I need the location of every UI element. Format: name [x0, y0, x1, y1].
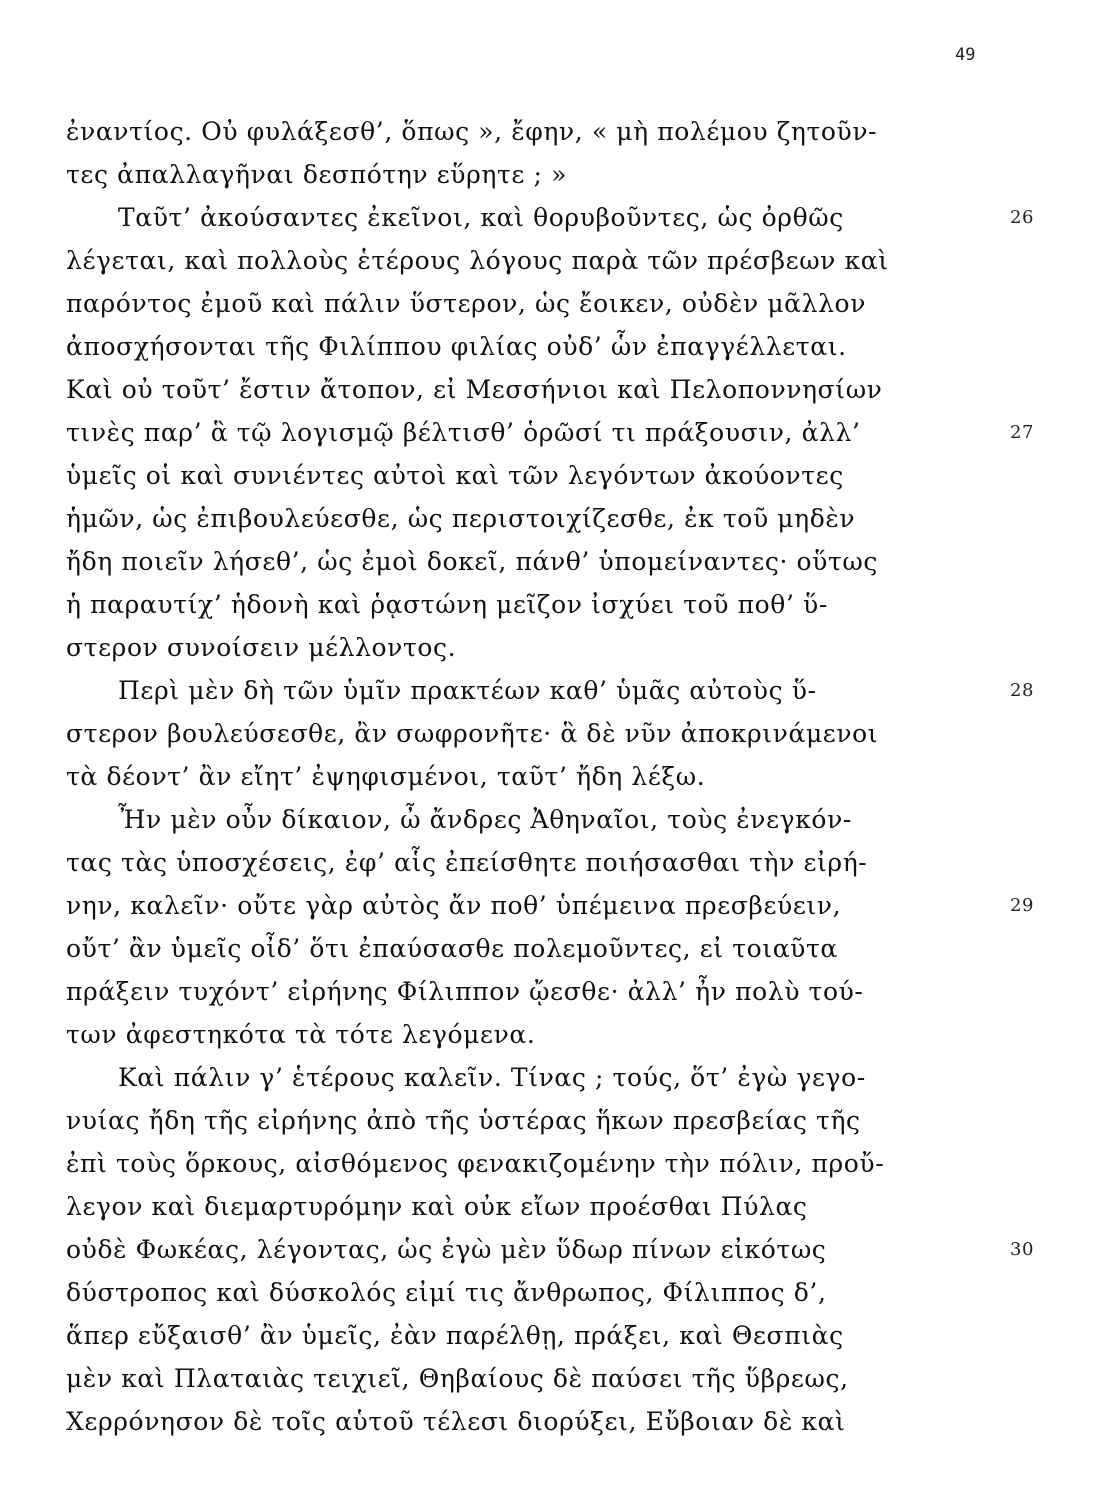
line-text: τες ἀπαλλαγῆναι δεσπότην εὕρητε ; »	[66, 160, 567, 189]
line-text: ἐπὶ τοὺς ὅρκους, αἰσθόμενος φενακιζομένην τὴν πόλιν, προὔ-	[66, 1149, 885, 1178]
text-line	[66, 411, 1035, 454]
line-text: ἅπερ εὔξαισθ’ ἂν ὑμεῖς, ἐὰν παρέλθῃ, πράξει, καὶ Θεσπιὰς	[66, 1321, 844, 1350]
text-line	[66, 282, 1006, 325]
line-text: λεγον καὶ διεμαρτυρόμην καὶ οὐκ εἴων προέσθαι Πύλας	[66, 1192, 808, 1221]
section-number: 30	[1010, 1239, 1035, 1260]
line-text: ἡμῶν, ὡς ἐπιβουλεύεσθε, ὡς περιστοιχίζεσθε, ἐκ τοῦ μηδὲν	[66, 504, 856, 533]
line-text: τας τὰς ὑποσχέσεις, ἐφ’ αἷς ἐπείσθητε ποιήσασθαι τὴν εἰρή-	[66, 848, 868, 877]
text-line	[66, 110, 1006, 153]
text-line	[66, 540, 1006, 583]
line-text: οὔτ’ ἂν ὑμεῖς οἶδ’ ὅτι ἐπαύσασθε πολεμοῦντες, εἰ τοιαῦτα	[66, 934, 838, 963]
section-number: 28	[1010, 680, 1035, 701]
text-line	[66, 196, 1035, 239]
text-line	[66, 153, 1006, 196]
line-text: οὐδὲ Φωκέας, λέγοντας, ὡς ἐγὼ μὲν ὕδωρ πίνων εἰκότως	[66, 1235, 827, 1264]
line-text: στερον συνοίσειν μέλλοντος.	[66, 633, 457, 662]
line-text: Καὶ πάλιν γ’ ἑτέρους καλεῖν. Τίνας ; τούς, ὅτ’ ἐγὼ γεγο-	[118, 1063, 866, 1092]
line-text: Ταῦτ’ ἀκούσαντες ἐκεῖνοι, καὶ θορυβοῦντες, ὡς ὀρθῶς	[118, 203, 844, 232]
line-text: Χερρόνησον δὲ τοῖς αὑτοῦ τέλεσι διορύξει, Εὔβοιαν δὲ καὶ	[66, 1407, 846, 1436]
text-line	[66, 841, 1006, 884]
line-text: ὑμεῖς οἱ καὶ συνιέντες αὐτοὶ καὶ τῶν λεγόντων ἀκούοντες	[66, 461, 844, 490]
line-text: Καὶ οὐ τοῦτ’ ἔστιν ἄτοπον, εἰ Μεσσήνιοι καὶ Πελοποννησίων	[66, 375, 883, 404]
text-line	[66, 1357, 1006, 1400]
line-text: νην, καλεῖν· οὔτε γὰρ αὐτὸς ἄν ποθ’ ὑπέμεινα πρεσβεύειν,	[66, 891, 842, 920]
text-line	[66, 1314, 1006, 1357]
text-line	[66, 1099, 1006, 1142]
text-line	[66, 1185, 1006, 1228]
text-line	[66, 798, 1006, 841]
text-line	[66, 1228, 1035, 1271]
line-text: τινὲς παρ’ ἃ τῷ λογισμῷ βέλτισθ’ ὁρῶσί τι πράξουσιν, ἀλλ’	[66, 418, 861, 447]
line-text: νυίας ἤδη τῆς εἰρήνης ἀπὸ τῆς ὑστέρας ἥκων πρεσβείας τῆς	[66, 1106, 861, 1135]
text-line	[66, 712, 1006, 755]
line-text: παρόντος ἐμοῦ καὶ πάλιν ὕστερον, ὡς ἔοικεν, οὐδὲν μᾶλλον	[66, 289, 866, 318]
text-line	[66, 927, 1006, 970]
line-text: ἤδη ποιεῖν λήσεθ’, ὡς ἐμοὶ δοκεῖ, πάνθ’ ὑπομείναντες· οὕτως	[66, 547, 878, 576]
section-number: 26	[1010, 207, 1035, 228]
body-text	[66, 110, 1035, 1443]
text-line	[66, 1013, 1006, 1056]
text-line	[66, 454, 1006, 497]
text-line	[66, 669, 1035, 712]
text-line	[66, 583, 1006, 626]
page-number: 49	[955, 45, 976, 65]
text-line	[66, 1056, 1006, 1099]
text-line	[66, 1271, 1006, 1314]
text-line	[66, 755, 1006, 798]
line-text: λέγεται, καὶ πολλοὺς ἑτέρους λόγους παρὰ τῶν πρέσβεων καὶ	[66, 246, 889, 275]
text-line	[66, 497, 1006, 540]
text-line	[66, 1400, 1006, 1443]
line-text: ἡ παραυτίχ’ ἡδονὴ καὶ ῥᾳστώνη μεῖζον ἰσχύει τοῦ ποθ’ ὕ-	[66, 590, 828, 619]
line-text: ἐναντίος. Οὐ φυλάξεσθ’, ὅπως », ἔφην, « μὴ πολέμου ζητοῦν-	[66, 117, 878, 146]
line-text: Περὶ μὲν δὴ τῶν ὑμῖν πρακτέων καθ’ ὑμᾶς αὐτοὺς ὕ-	[118, 676, 817, 705]
section-number: 27	[1010, 422, 1035, 443]
text-line	[66, 626, 1006, 669]
text-line	[66, 239, 1006, 282]
text-line	[66, 970, 1006, 1013]
line-text: πράξειν τυχόντ’ εἰρήνης Φίλιππον ᾤεσθε· ἀλλ’ ἦν πολὺ τού-	[66, 977, 864, 1006]
text-line	[66, 884, 1035, 927]
text-line	[66, 1142, 1006, 1185]
line-text: στερον βουλεύσεσθε, ἂν σωφρονῆτε· ἃ δὲ νῦν ἀποκρινάμενοι	[66, 719, 879, 748]
line-text: των ἀφεστηκότα τὰ τότε λεγόμενα.	[66, 1020, 536, 1049]
line-text: ἀποσχήσονται τῆς Φιλίππου φιλίας οὐδ’ ὧν ἐπαγγέλλεται.	[66, 332, 847, 361]
section-number: 29	[1010, 895, 1035, 916]
text-line	[66, 368, 1006, 411]
line-text: Ἦν μὲν οὖν δίκαιον, ὦ ἄνδρες Ἀθηναῖοι, τοὺς ἐνεγκόν-	[118, 805, 852, 834]
line-text: τὰ δέοντ’ ἂν εἴητ’ ἐψηφισμένοι, ταῦτ’ ἤδη λέξω.	[66, 762, 706, 791]
text-line	[66, 325, 1006, 368]
line-text: δύστροπος καὶ δύσκολός εἰμί τις ἄνθρωπος, Φίλιππος δ’,	[66, 1278, 827, 1307]
line-text: μὲν καὶ Πλαταιὰς τειχιεῖ, Θηβαίους δὲ παύσει τῆς ὕβρεως,	[66, 1364, 849, 1393]
